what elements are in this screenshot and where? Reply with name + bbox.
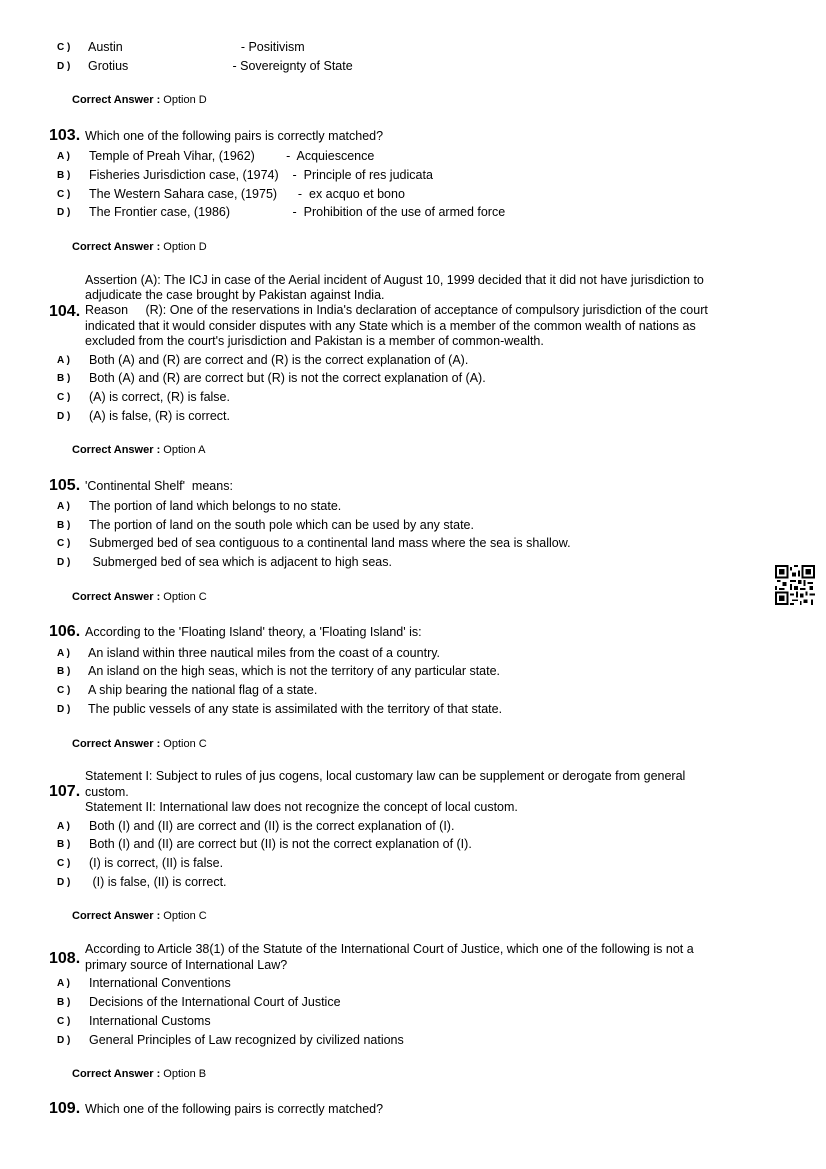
option-text: An island within three nautical miles from the coast of a country. [88,646,441,660]
option-letter: C ) [57,189,71,200]
option-letter: A ) [57,501,70,512]
option-letter: A ) [57,648,70,659]
correct-answer: Correct Answer : Option C [72,738,207,750]
option-letter: B ) [57,839,71,850]
question-text: Which one of the following pairs is correctly matched? [85,129,384,143]
question-text: According to Article 38(1) of the Statute of the International Court of Justice, which one of the following is not a [85,942,694,956]
option-text: International Customs [89,1014,211,1028]
question-text: indicated that it would consider disputes with any State which is a member of the common wealth of nations as [85,319,696,333]
question-text: Which one of the following pairs is correctly matched? [85,1102,384,1116]
option-letter: D ) [57,1035,71,1046]
option-text: Temple of Preah Vihar, (1962) - Acquiescence [89,149,375,163]
option-letter: C ) [57,858,71,869]
option-text: (I) is false, (II) is correct. [89,875,227,889]
option-text: The portion of land on the south pole which can be used by any state. [89,518,474,532]
question-text: 'Continental Shelf' means: [85,479,233,493]
qr-code-icon [775,565,815,605]
option-text: Submerged bed of sea which is adjacent to high seas. [89,555,392,569]
option-letter: A ) [57,151,70,162]
option-text: A ship bearing the national flag of a state. [88,683,318,697]
option-letter: C ) [57,42,71,53]
question-text: Statement I: Subject to rules of jus cogens, local customary law can be supplement or derogate from general [85,769,686,783]
correct-answer: Correct Answer : Option C [72,910,207,922]
correct-answer: Correct Answer : Option D [72,94,207,106]
option-text: Grotius - Sovereignty of State [88,59,353,73]
question-number: 103. [49,127,81,144]
option-letter: A ) [57,978,70,989]
option-text: International Conventions [89,976,231,990]
option-letter: C ) [57,538,71,549]
option-letter: C ) [57,1016,71,1027]
question-number: 105. [49,477,81,494]
option-text: Submerged bed of sea contiguous to a continental land mass where the sea is shallow. [89,536,571,550]
option-letter: A ) [57,355,70,366]
question-text: primary source of International Law? [85,958,288,972]
question-text: Reason (R): One of the reservations in India's declaration of acceptance of compulsory jurisdiction of the court [85,303,708,317]
option-letter: D ) [57,61,71,72]
option-text: Both (A) and (R) are correct but (R) is not the correct explanation of (A). [89,371,486,385]
question-text: Statement II: International law does not recognize the concept of local custom. [85,800,518,814]
option-text: Both (I) and (II) are correct but (II) is not the correct explanation of (I). [89,837,472,851]
option-text: Both (I) and (II) are correct and (II) is the correct explanation of (I). [89,819,455,833]
option-text: General Principles of Law recognized by civilized nations [89,1033,404,1047]
correct-answer: Correct Answer : Option B [72,1068,207,1080]
option-letter: B ) [57,520,71,531]
question-number: 109. [49,1100,81,1117]
option-text: An island on the high seas, which is not the territory of any particular state. [88,664,501,678]
option-letter: B ) [57,373,71,384]
option-letter: C ) [57,392,71,403]
option-text: (A) is false, (R) is correct. [89,409,230,423]
option-letter: D ) [57,207,71,218]
question-text: excluded from the court's jurisdiction and Pakistan is a member of common-wealth. [85,334,544,348]
option-letter: D ) [57,704,71,715]
correct-answer: Correct Answer : Option D [72,241,207,253]
option-letter: B ) [57,170,71,181]
option-text: Decisions of the International Court of Justice [89,995,341,1009]
question-text: Assertion (A): The ICJ in case of the Aerial incident of August 10, 1999 decided that it did not have jurisdiction to [85,273,704,287]
option-letter: D ) [57,557,71,568]
option-text: The Frontier case, (1986) - Prohibition of the use of armed force [89,205,506,219]
question-number: 104. [49,303,81,320]
option-text: Austin - Positivism [88,40,305,54]
option-text: Both (A) and (R) are correct and (R) is the correct explanation of (A). [89,353,469,367]
correct-answer: Correct Answer : Option A [72,444,206,456]
option-text: (A) is correct, (R) is false. [89,390,230,404]
option-letter: D ) [57,411,71,422]
option-text: Fisheries Jurisdiction case, (1974) - Principle of res judicata [89,168,433,182]
question-text: custom. [85,785,129,799]
option-letter: B ) [57,997,71,1008]
option-text: (I) is correct, (II) is false. [89,856,224,870]
correct-answer: Correct Answer : Option C [72,591,207,603]
option-letter: C ) [57,685,71,696]
question-number: 106. [49,623,81,640]
option-text: The public vessels of any state is assimilated with the territory of that state. [88,702,503,716]
question-text: According to the 'Floating Island' theory, a 'Floating Island' is: [85,625,422,639]
option-letter: D ) [57,877,71,888]
option-text: The portion of land which belongs to no state. [89,499,342,513]
question-number: 108. [49,950,81,967]
option-letter: A ) [57,821,70,832]
question-number: 107. [49,783,81,800]
option-text: The Western Sahara case, (1975) - ex acquo et bono [89,187,405,201]
option-letter: B ) [57,666,71,677]
question-text: adjudicate the case brought by Pakistan against India. [85,288,385,302]
